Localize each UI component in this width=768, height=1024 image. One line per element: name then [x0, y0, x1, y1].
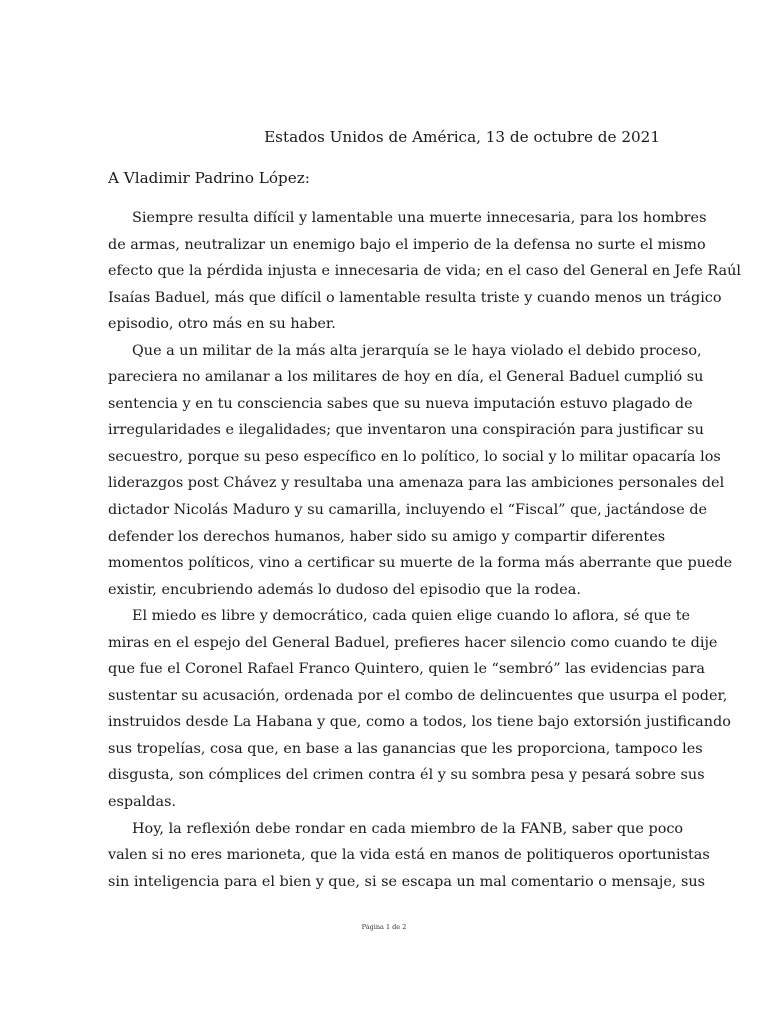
letter-salutation: A Vladimir Padrino López: [108, 169, 310, 187]
paragraph-line: sentencia y en tu consciencia sabes que su nueva imputación estuvo plagado de [108, 395, 693, 412]
paragraph-line: instruidos desde La Habana y que, como a todos, los tiene bajo extorsión justificando [108, 714, 731, 731]
paragraph-line: miras en el espejo del General Baduel, prefieres hacer silencio como cuando te dije [108, 634, 718, 651]
body-paragraph [108, 205, 741, 338]
paragraph-line: pareciera no amilanar a los militares de hoy en día, el General Baduel cumplió su [108, 369, 704, 386]
paragraph-line: secuestro, porque su peso específico en lo político, lo social y lo militar opacaría los [108, 448, 721, 465]
paragraph-line: de armas, neutralizar un enemigo bajo el imperio de la defensa no surte el mismo [108, 236, 706, 253]
paragraph-line: efecto que la pérdida injusta e innecesaria de vida; en el caso del General en Jefe Raúl [108, 263, 741, 280]
paragraph-line: Que a un militar de la más alta jerarquía se le haya violado el debido proceso, [132, 342, 702, 359]
paragraph-line: sin inteligencia para el bien y que, si se escapa un mal comentario o mensaje, sus [108, 873, 706, 890]
paragraph-line: Siempre resulta difícil y lamentable una muerte innecesaria, para los hombres [132, 210, 707, 226]
paragraph-line: Hoy, la reflexión debe rondar en cada miembro de la FANB, saber que poco [132, 820, 684, 837]
body-paragraph [108, 338, 733, 603]
paragraph-line: Isaías Baduel, más que difícil o lamentable resulta triste y cuando menos un trágico [108, 289, 722, 306]
paragraph-line: espaldas. [108, 794, 177, 811]
paragraph-line: dictador Nicolás Maduro y su camarilla, incluyendo el “Fiscal” que, jactándose de [108, 502, 708, 519]
paragraph-line: valen si no eres marioneta, que la vida está en manos de politiqueros oportunistas [108, 847, 710, 864]
paragraph-line: irregularidades e ilegalidades; que inventaron una conspiración para justificar su [108, 422, 704, 439]
paragraph-line: sustentar su acusación, ordenada por el combo de delincuentes que usurpa el poder, [108, 687, 728, 704]
page-number-footer: Página 1 de 2 [361, 923, 407, 931]
letter-body [108, 205, 741, 895]
paragraph-line: defender los derechos humanos, haber sido su amigo y compartir diferentes [108, 528, 666, 545]
paragraph-line: episodio, otro más en su haber. [108, 316, 336, 333]
paragraph-line: El miedo es libre y democrático, cada quien elige cuando lo aflora, sé que te [132, 608, 691, 625]
letter-date-line: Estados Unidos de América, 13 de octubre de 2021 [264, 128, 660, 146]
body-paragraph [108, 816, 710, 896]
paragraph-line: momentos políticos, vino a certificar su muerte de la forma más aberrante que puede [108, 555, 733, 572]
paragraph-line: que fue el Coronel Rafael Franco Quintero, quien le “sembró” las evidencias para [108, 661, 705, 678]
paragraph-line: sus tropelías, cosa que, en base a las ganancias que les proporciona, tampoco les [108, 740, 703, 757]
paragraph-line: existir, encubriendo además lo dudoso del episodio que la rodea. [108, 581, 581, 598]
paragraph-line: disgusta, son cómplices del crimen contra él y su sombra pesa y pesará sobre sus [108, 767, 705, 784]
paragraph-line: liderazgos post Chávez y resultaba una amenaza para las ambiciones personales del [108, 475, 725, 492]
body-paragraph [108, 603, 731, 815]
